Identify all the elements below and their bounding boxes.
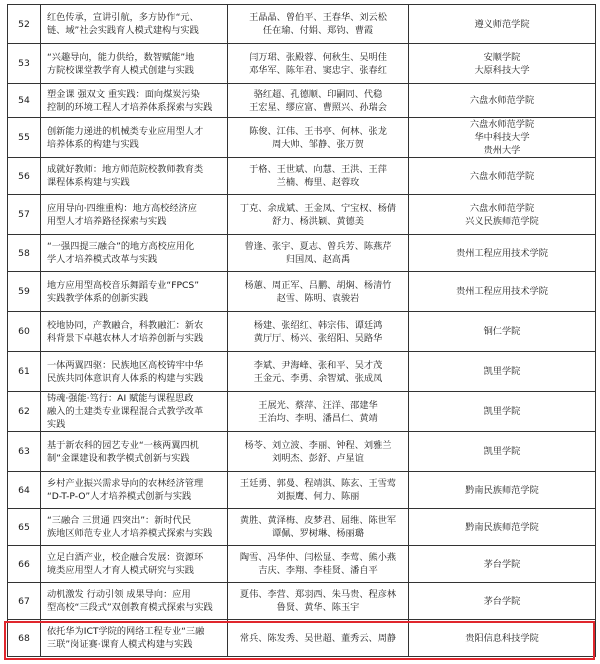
project-members: 丁克、余成斌、王金凤、宁宝权、杨倩 舒力、杨洪颖、黄德美 — [239, 202, 397, 227]
project-title-cell — [41, 272, 228, 311]
project-members-cell — [228, 118, 409, 157]
project-title-cell — [41, 44, 228, 83]
project-members-cell — [228, 195, 409, 234]
project-title: 立足白酒产业，校企融合发展：资源环 境类应用型人才育人模式研究与实践 — [47, 552, 204, 576]
row-number: 53 — [18, 58, 30, 69]
table-row — [7, 312, 596, 352]
row-number-cell — [8, 118, 41, 157]
project-members: 王晶晶、曾伯平、王春华、刘云松 任在瑜、付娟、郑钧、曹霞 — [249, 12, 387, 36]
table-row — [7, 158, 596, 195]
institution-name: 贵阳信息科技学院 — [465, 632, 539, 644]
institution-name-cell — [409, 235, 595, 271]
institution-name: 六盘水师范学院 — [469, 95, 535, 106]
project-members-cell — [228, 312, 409, 351]
row-number: 55 — [18, 132, 30, 143]
table-row — [7, 583, 596, 620]
institution-name-cell — [409, 352, 595, 391]
row-number-cell — [8, 472, 41, 508]
institution-name-cell — [409, 583, 595, 619]
project-title: 一体两翼四驱：民族地区高校铸牢中华 民族共同体意识育人体系的构建与实践 — [47, 359, 204, 384]
project-title-cell — [41, 5, 228, 43]
row-number: 54 — [18, 95, 30, 106]
institution-name-cell — [409, 432, 595, 471]
row-number: 67 — [18, 595, 30, 607]
row-number: 66 — [18, 558, 30, 570]
project-title-cell — [41, 84, 228, 117]
row-number-cell — [8, 432, 41, 471]
project-title-cell — [41, 118, 228, 157]
row-number-cell — [8, 546, 41, 582]
institution-name: 六盘水师范学院 — [469, 170, 535, 182]
institution-name-cell — [409, 472, 595, 508]
project-title: 成就好教师：地方师范院校教师教育类 课程体系构建与实践 — [47, 164, 204, 188]
row-number: 62 — [18, 406, 30, 417]
institution-name-cell — [409, 44, 595, 83]
project-members-cell — [228, 509, 409, 545]
row-number-cell — [8, 620, 41, 656]
project-members-cell — [228, 583, 409, 619]
project-title: 铸魂·强能·笃行：AI 赋能与课程思政 融入的土建类专业课程混合式教学改革 实践 — [47, 393, 204, 430]
row-number: 65 — [18, 521, 30, 533]
project-title-cell — [41, 509, 228, 545]
institution-name: 六盘水师范学院 华中科技大学 贵州大学 — [469, 119, 535, 156]
project-title: 塑金课 强双文 重实践：面向煤炭污染 控制的环境工程人才培养体系探索与实践 — [47, 88, 213, 113]
project-members-cell — [228, 235, 409, 271]
table-row — [7, 4, 596, 44]
project-members-cell — [228, 392, 409, 431]
institution-name: 遵义师范学院 — [474, 18, 530, 30]
project-title: 地方应用型高校音乐舞蹈专业“FPCS” 实践教学体系的创新实践 — [47, 279, 200, 304]
project-title-cell — [41, 583, 228, 619]
row-number-cell — [8, 235, 41, 271]
row-number: 52 — [18, 18, 30, 30]
project-title: 依托华为ICT学院的网络工程专业“三融 三联”岗证赛·课育人模式构建与实践 — [47, 626, 205, 650]
institution-name-cell — [409, 158, 595, 194]
row-number-cell — [8, 272, 41, 311]
institution-name-cell — [409, 118, 595, 157]
project-title: 应用导向·四维重构：地方高校经济应 用型人才培养路径探索与实践 — [47, 202, 197, 227]
project-title-cell — [41, 312, 228, 351]
table-row — [7, 118, 596, 158]
institution-name-cell — [409, 272, 595, 311]
project-members: 王廷勇、郭曼、程靖淇、陈玄、王雪莺 刘振鹰、何力、陈丽 — [239, 478, 397, 502]
row-number: 59 — [18, 286, 30, 297]
table-row — [7, 352, 596, 392]
institution-name: 茅台学院 — [483, 558, 521, 570]
table-row — [7, 84, 596, 118]
table-row — [7, 546, 596, 583]
project-members: 陶雪、冯华仲、闫松显、李莺、熊小燕 吉庆、李翔、李桂贤、潘自平 — [239, 552, 397, 576]
row-number: 58 — [18, 247, 30, 259]
project-title: “一强四提三融合”的地方高校应用化 学人才培养模式改革与实践 — [47, 241, 195, 265]
row-number: 57 — [18, 209, 30, 220]
project-members-cell — [228, 158, 409, 194]
project-title: 创新能力递进的机械类专业应用型人才 培养体系的构建与实践 — [47, 125, 204, 150]
institution-name-cell — [409, 509, 595, 545]
institution-name: 六盘水师范学院 兴义民族师范学院 — [465, 202, 539, 227]
project-title: 动机激发 行动引领 成果导向：应用 型高校“三段式”双创教育模式探索与实践 — [47, 589, 213, 613]
project-title-cell — [41, 546, 228, 582]
project-members: 曾逢、张宇、夏志、曾兵芳、陈燕芹 归国凤、赵高禹 — [244, 241, 392, 265]
row-number-cell — [8, 195, 41, 234]
project-members-cell — [228, 272, 409, 311]
table-row — [7, 272, 596, 312]
row-number-cell — [8, 158, 41, 194]
project-members-cell — [228, 432, 409, 471]
row-number-cell — [8, 84, 41, 117]
institution-name-cell — [409, 392, 595, 431]
row-number-cell — [8, 509, 41, 545]
project-members: 黄胜、黄泽梅、皮梦君、屈维、陈世军 谭佩、罗树琳、杨丽璐 — [239, 515, 397, 539]
project-title-cell — [41, 195, 228, 234]
project-title: 红色传承，宣讲引航，多方协作“元、 链、域”社会实践育人模式建构与实践 — [47, 12, 199, 36]
table-row — [7, 472, 596, 509]
institution-name-cell — [409, 195, 595, 234]
project-members: 杨建、张绍红、韩宗伟、谭廷鸿 黄厅厅、杨兴、张绍阳、吴路华 — [253, 319, 383, 344]
institution-name: 贵州工程应用技术学院 — [456, 247, 548, 259]
project-title: “三融合 三贯通 四突出”：新时代民 族地区师范专业人才培养模式探索与实践 — [47, 515, 213, 539]
row-number: 60 — [18, 326, 30, 337]
project-members-cell — [228, 44, 409, 83]
project-members-cell — [228, 620, 409, 656]
row-number: 63 — [18, 446, 30, 457]
row-number-cell — [8, 352, 41, 391]
institution-name: 黔南民族师范学院 — [465, 484, 539, 496]
project-title-cell — [41, 432, 228, 471]
project-members-cell — [228, 5, 409, 43]
project-members: 常兵、陈发秀、吴世超、董秀云、周静 — [239, 632, 397, 644]
row-number-cell — [8, 583, 41, 619]
project-title-cell — [41, 620, 228, 656]
project-members: 杨蕙、周正军、吕鹏、胡焖、杨清竹 赵雪、陈明、袁骏岩 — [244, 279, 392, 304]
institution-name: 安顺学院 大原科技大学 — [474, 51, 530, 76]
project-title-cell — [41, 392, 228, 431]
institution-name-cell — [409, 312, 595, 351]
project-members-cell — [228, 472, 409, 508]
table-row — [7, 509, 596, 546]
project-members: 夏伟、李营、郑羽西、朱马贵、程彦林 鲁贤、黄华、陈玉宇 — [239, 589, 397, 613]
row-number: 56 — [18, 170, 30, 182]
institution-name: 铜仁学院 — [483, 326, 521, 337]
project-title-cell — [41, 352, 228, 391]
project-members: 于格、王世斌、向慧、王洪、王萍 兰楠、梅里、赵蓉玫 — [249, 164, 387, 188]
project-members: 陈俊、江伟、王书亭、何林、张龙 周大帅、邹静、张万贺 — [249, 125, 387, 150]
project-title-cell — [41, 235, 228, 271]
table-row — [7, 235, 596, 272]
institution-name: 茅台学院 — [483, 595, 521, 607]
row-number: 61 — [18, 366, 30, 377]
table-row — [7, 44, 596, 84]
project-members-cell — [228, 546, 409, 582]
row-number-cell — [8, 312, 41, 351]
project-members: 骆红超、孔德顺、印嗣同、代稳 王宏星、缪应富、曹照兴、孙瑞会 — [249, 88, 387, 113]
project-members-cell — [228, 352, 409, 391]
institution-name-cell — [409, 5, 595, 43]
row-number-cell — [8, 44, 41, 83]
project-title: 基于新农科的园艺专业“一核两翼四机 制”金课建设和教学模式创新与实践 — [47, 439, 199, 464]
row-number: 64 — [18, 484, 30, 496]
institution-name-cell — [409, 546, 595, 582]
institution-name: 凯里学院 — [483, 446, 521, 457]
project-members: 李斌、尹海峰、张和平、吴才茂 王金元、李勇、余智斌、张成凤 — [253, 359, 383, 384]
project-members: 闫万珺、张殿蓉、何秋生、吴明佳 邓华军、陈年君、窦忠宇、张春红 — [249, 51, 387, 76]
table-row — [7, 392, 596, 432]
row-number-cell — [8, 5, 41, 43]
project-title: “兴趣导向，能力供给，数智赋能”地 方院校课堂教学育人模式创建与实践 — [47, 51, 195, 76]
institution-name: 凯里学院 — [483, 366, 521, 377]
project-members: 王展光、蔡萍、汪洋、邵建华 王治均、李明、潘昌仁、黄靖 — [258, 399, 378, 424]
project-members: 杨苓、刘立波、李丽、钟程、刘雅兰 刘明杰、彭舒、卢星谊 — [244, 439, 392, 464]
institution-name: 贵州工程应用技术学院 — [456, 286, 548, 297]
project-title-cell — [41, 472, 228, 508]
table-row — [7, 432, 596, 472]
institution-name-cell — [409, 84, 595, 117]
project-title: 乡村产业振兴需求导向的农林经济管理 “D-T-P-O”人才培养模式创新与实践 — [47, 478, 204, 502]
project-title: 校地协同，产教融合，科教融汇：新农 科背景下卓越农林人才培养创新与实践 — [47, 319, 204, 344]
project-title-cell — [41, 158, 228, 194]
row-number-cell — [8, 392, 41, 431]
achievement-table — [7, 4, 596, 657]
table-row — [7, 195, 596, 235]
row-number: 68 — [18, 632, 30, 644]
table-row — [7, 620, 596, 657]
institution-name: 凯里学院 — [483, 406, 521, 417]
institution-name-cell — [409, 620, 595, 656]
project-members-cell — [228, 84, 409, 117]
institution-name: 黔南民族师范学院 — [465, 521, 539, 533]
